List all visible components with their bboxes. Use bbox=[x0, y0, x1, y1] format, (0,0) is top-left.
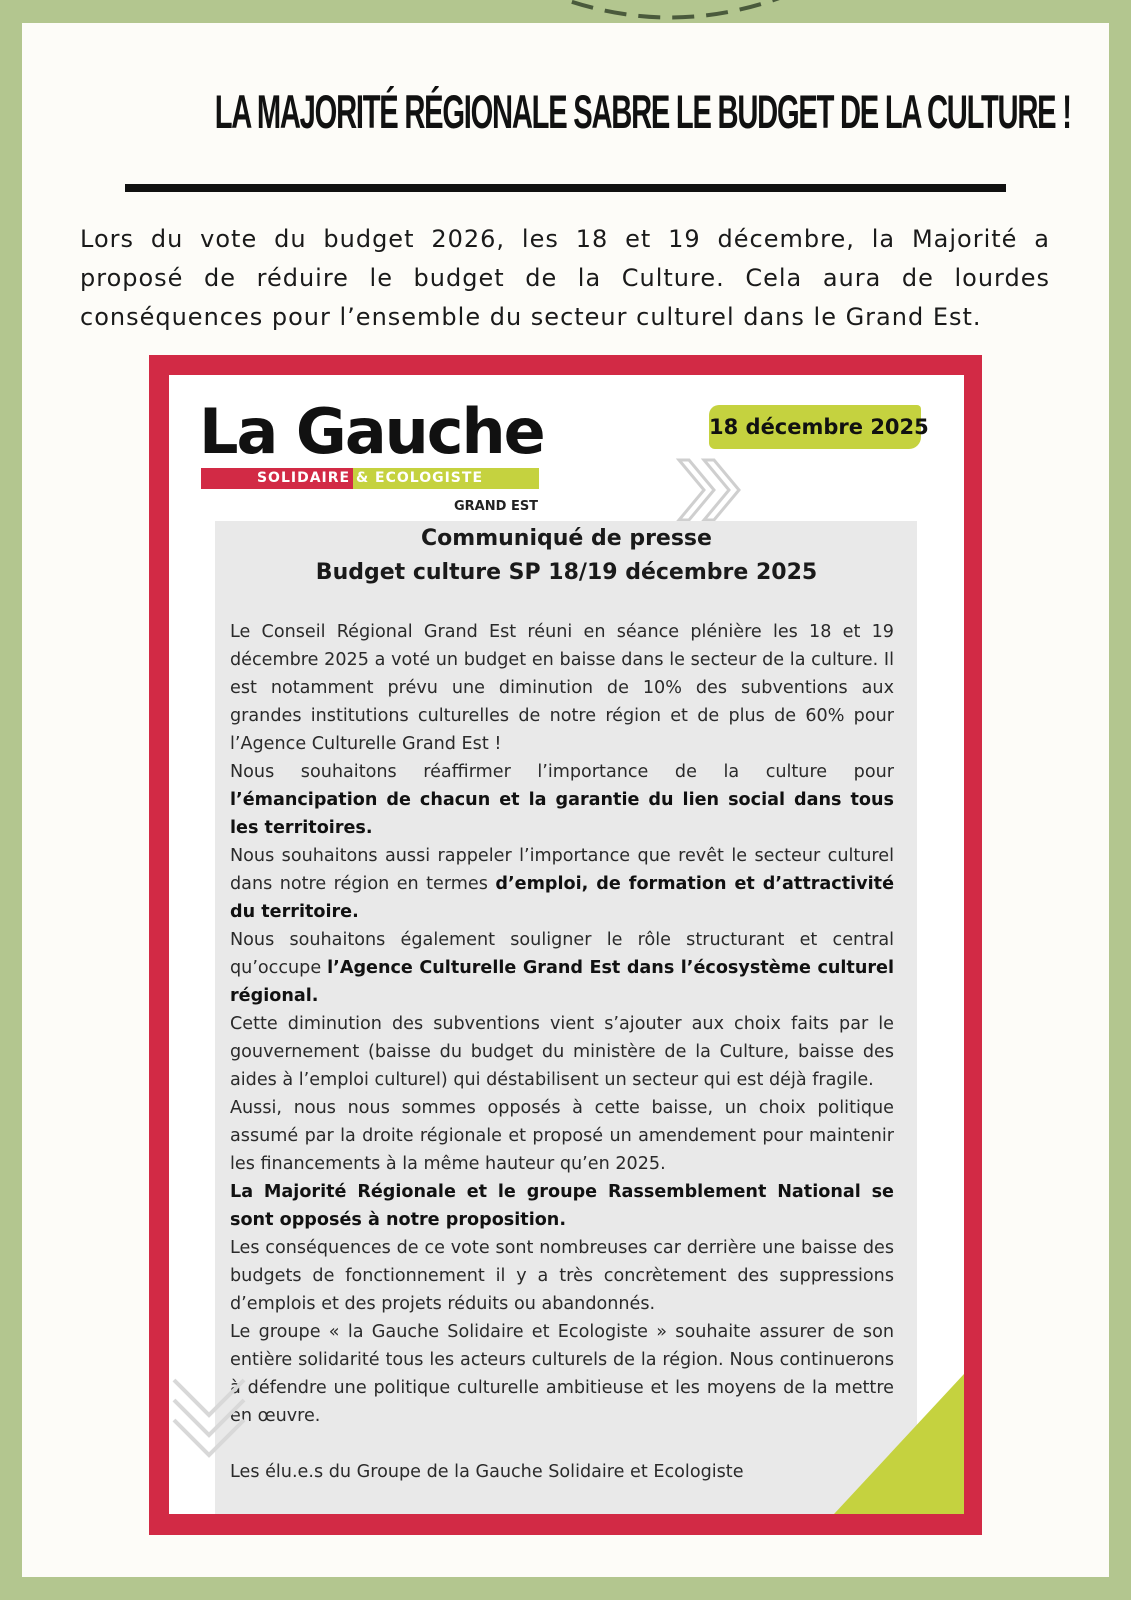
paragraph-8: Les conséquences de ce vote sont nombreuses car derrière une baisse des budgets de fonctionnement il y a très concrètement des suppressions d’emplois et des projets réduits ou abandonnés. bbox=[230, 1238, 894, 1314]
paragraph-5: Cette diminution des subventions vient s’ajouter aux choix faits par le gouvernement (baisse du budget du ministère de la Culture, baisse des aides à l’emploi culturel) qui déstabilisent un secteur qui est déjà fragile. bbox=[230, 1014, 894, 1090]
paragraph-4: Nous souhaitons également souligner le rôle structurant et central qu’occupe l’Agence Culturelle Grand Est dans l’écosystème culturel régional. bbox=[230, 930, 894, 1006]
press-title-line-1: Communiqué de presse bbox=[421, 526, 712, 551]
paragraph-3: Nous souhaitons aussi rappeler l’importance que revêt le secteur culturel dans notre région en termes d’emploi, de formation et d’attractivité du territoire. bbox=[230, 846, 895, 922]
title-divider bbox=[125, 184, 1006, 192]
logo-subtitle: SOLIDAIRE & ECOLOGISTE bbox=[201, 468, 539, 489]
page-title: LA MAJORITÉ RÉGIONALE SABRE LE BUDGET DE LA CULTURE ! bbox=[214, 85, 1071, 138]
paragraph-9: Le groupe « la Gauche Solidaire et Ecologiste » souhaite assurer de son entière solidarité tous les acteurs culturels de la région. Nous continuerons à défendre une politique culturelle ambitieuse et les moyens de la mettre en œuvre. bbox=[230, 1322, 894, 1426]
chevrons-icon bbox=[674, 455, 754, 525]
press-body bbox=[230, 618, 894, 1486]
corner-triangle-decoration bbox=[834, 1374, 964, 1514]
press-title bbox=[169, 522, 964, 590]
paragraph-2: Nous souhaitons réaffirmer l’importance de la culture pour l’émancipation de chacun et la garantie du lien social dans tous les territoires. bbox=[230, 762, 894, 838]
logo-name: La Gauche bbox=[199, 395, 544, 468]
dashed-arc-decoration bbox=[535, 0, 805, 30]
press-title-line-2: Budget culture SP 18/19 décembre 2025 bbox=[315, 560, 818, 585]
signature: Les élu.e.s du Groupe de la Gauche Solidaire et Ecologiste bbox=[230, 1462, 744, 1482]
intro-paragraph: Lors du vote du budget 2026, les 18 et 19 décembre, la Majorité a proposé de réduire le budget de la Culture. Cela aura de lourdes conséquences pour l’ensemble du secteur culturel dans le Grand Est. bbox=[80, 225, 1050, 331]
logo-region: GRAND EST bbox=[454, 499, 539, 514]
paragraph-1: Le Conseil Régional Grand Est réuni en séance plénière les 18 et 19 décembre 2025 a voté un budget en baisse dans le secteur de la culture. Il est notamment prévu une diminution de 10% des subventions aux grandes institutions culturelles de notre région et de plus de 60% pour l’Agence Culturelle Grand Est ! bbox=[230, 622, 894, 754]
paragraph-7: La Majorité Régionale et le groupe Rassemblement National se sont opposés à notre proposition. bbox=[230, 1182, 894, 1230]
paragraph-6: Aussi, nous nous sommes opposés à cette baisse, un choix politique assumé par la droite régionale et proposé un amendement pour maintenir les financements à la même hauteur qu’en 2025. bbox=[230, 1098, 894, 1174]
press-release-poster bbox=[169, 375, 964, 1514]
chevrons-down-icon bbox=[169, 1375, 249, 1475]
date-badge: 18 décembre 2025 bbox=[709, 405, 921, 449]
